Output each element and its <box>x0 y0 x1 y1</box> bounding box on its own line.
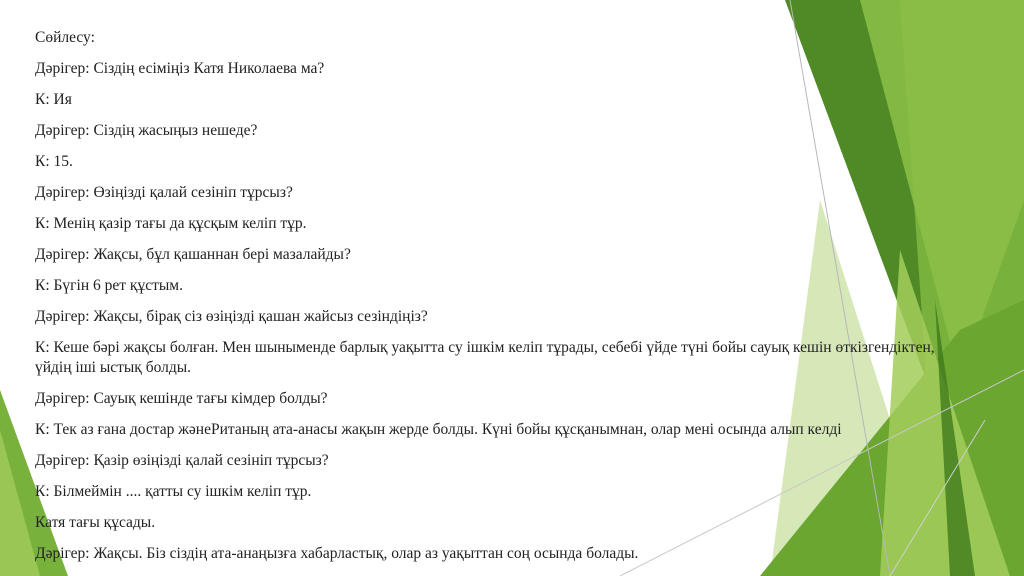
dialogue-line: Дәрігер: Жақсы. Біз сіздің ата-анаңызға хабарластық, олар аз уақыттан соң осында болады. <box>35 545 639 562</box>
dialogue-line: Дәрігер: Сіздің есіміңіз Катя Николаева ма? <box>35 60 325 77</box>
dialogue-line: Катя тағы құсады. <box>35 514 156 531</box>
dialogue-line: Дәрігер: Жақсы, бұл қашаннан бері мазалайды? <box>35 246 351 263</box>
dialogue-line: К: Менің қазір тағы да құсқым келіп тұр. <box>35 215 307 232</box>
dialogue-line: Дәрігер: Өзіңізді қалай сезініп тұрсыз? <box>35 184 293 201</box>
dialogue-line: Сөйлесу: <box>35 29 95 46</box>
dialogue-line: К: 15. <box>35 153 73 170</box>
dialogue-line: Дәрігер: Қазір өзіңізді қалай сезініп тұрсыз? <box>35 452 329 469</box>
dialogue-line: К: Тек аз ғана достар жәнеРитаның ата-анасы жақын жерде болды. Күні бойы құсқанымнан, олар мені осында алып келді <box>35 421 842 438</box>
dialogue-line: К: Білмеймін .... қатты су ішкім келіп тұр. <box>35 483 312 500</box>
dialogue-line: Дәрігер: Сауық кешінде тағы кімдер болды? <box>35 390 328 407</box>
dialogue-line: К: Ия <box>35 91 72 108</box>
dialogue-line: Дәрігер: Жақсы, бірақ сіз өзіңізді қашан жайсыз сезіндіңіз? <box>35 308 428 325</box>
dialogue-line: К: Кеше бәрі жақсы болған. Мен шыныменде барлық уақытта су ішкім келіп тұрады, себебі үйде түні бойы сауық кешін өткізгендіктен, үйдің іші ыстық болды. <box>35 339 935 376</box>
dialogue-line: Дәрігер: Сіздің жасыңыз нешеде? <box>35 122 258 139</box>
dialogue-text-block <box>35 28 935 575</box>
dialogue-line: К: Бүгін 6 рет құстым. <box>35 277 183 294</box>
